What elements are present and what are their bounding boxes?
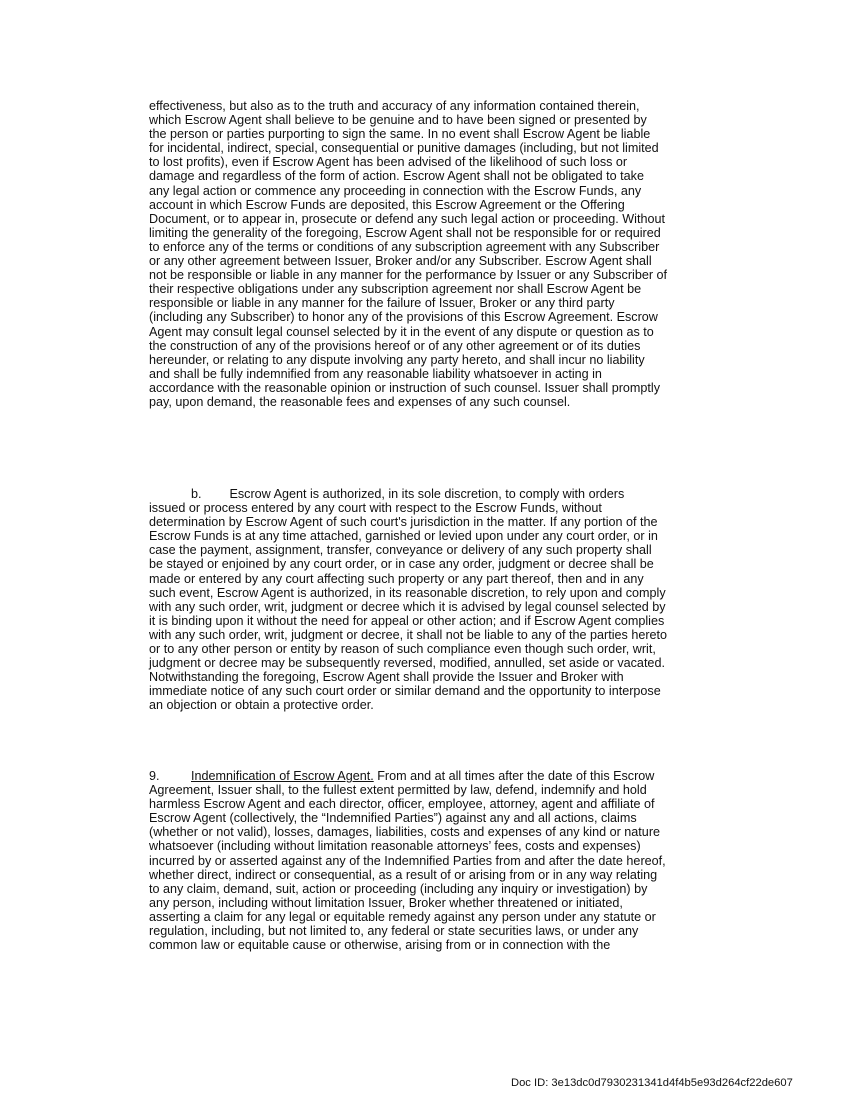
section-9-body: From and at all times after the date of this Escrow Agreement, Issuer shall, to the fullest extent permitted by law, defend, indemnify and hold harmless Escrow Agent and each director, officer, employee, attorney, agent and affiliate of Escrow Agent (collectively, the “Indemnified Parties”) against any and all actions, claims (whether or not valid), losses, damages, liabilities, costs and expenses of any kind or nature whatsoever (including without limitation reasonable attorneys’ fees, costs and expenses) incurred by or asserted against any of the Indemnified Parties from and after the date hereof, whether direct, indirect or consequential, as a result of or arising from or in any way relating to any claim, demand, suit, action or proceeding (including any inquiry or investigation) by any person, including without limitation Issuer, Broker whether threatened or initiated, asserting a claim for any legal or equitable remedy against any person under any statute or regulation, including, but not limited to, any federal or state securities laws, or under any common law or equitable cause or otherwise, arising from or in connection with the xyxy=(149,769,666,953)
section-9-indemnification xyxy=(149,769,761,952)
paragraph-b-court-orders: b. Escrow Agent is authorized, in its sole discretion, to comply with orders issued or process entered by any court with respect to the Escrow Funds, without determination by Escrow Agent of such court's jurisdiction in the matter. If any portion of the Escrow Funds is at any time attached, garnished or levied upon under any court order, or in case the payment, assignment, transfer, conveyance or delivery of any such property shall be stayed or enjoined by any court order, or in case any order, judgment or decree shall be made or entered by any court affecting such property or any part thereof, then and in any such event, Escrow Agent is authorized, in its reasonable discretion, to rely upon and comply with any such order, writ, judgment or decree which it is advised by legal counsel selected by it is binding upon it without the need for appeal or other action; and if Escrow Agent complies with any such order, writ, judgment or decree, it shall not be liable to any of the parties hereto or to any other person or entity by reason of such compliance even though such order, writ, judgment or decree may be subsequently reversed, modified, annulled, set aside or vacated. Notwithstanding the foregoing, Escrow Agent shall provide the Issuer and Broker with immediate notice of any such court order or similar demand and the opportunity to interpose an objection or obtain a protective order. xyxy=(149,487,668,713)
doc-id-footer: Doc ID: 3e13dc0d7930231341d4f4b5e93d264cf22de607 xyxy=(511,1077,793,1089)
paragraph-limitation-of-liability: effectiveness, but also as to the truth and accuracy of any information contained therein, which Escrow Agent shall believe to be genuine and to have been signed or presented by the person or parties purporting to sign the same. In no event shall Escrow Agent be liable for incidental, indirect, special, consequential or punitive damages (including, but not limited to lost profits), even if Escrow Agent has been advised of the likelihood of such loss or damage and regardless of the form of action. Escrow Agent shall not be obligated to take any legal action or commence any proceeding in connection with the Escrow Funds, any account in which Escrow Funds are deposited, this Escrow Agreement or the Offering Document, or to appear in, prosecute or defend any such legal action or proceeding. Without limiting the generality of the foregoing, Escrow Agent shall not be responsible for or required to enforce any of the terms or conditions of any subscription agreement with any Subscriber or any other agreement between Issuer, Broker and/or any Subscriber. Escrow Agent shall not be responsible or liable in any manner for the performance by Issuer or any Subscriber of their respective obligations under any subscription agreement nor shall Escrow Agent be responsible or liable in any manner for the failure of Issuer, Broker or any third party (including any Subscriber) to honor any of the provisions of this Escrow Agreement. Escrow Agent may consult legal counsel selected by it in the event of any dispute or question as to the construction of any of the provisions hereof or of any other agreement or of its duties hereunder, or relating to any dispute involving any party hereto, and shall incur no liability and shall be fully indemnified from any reasonable liability whatsoever in acting in accordance with the reasonable opinion or instruction of such counsel. Issuer shall promptly pay, upon demand, the reasonable fees and expenses of any such counsel. xyxy=(149,99,668,409)
section-9-number: 9. xyxy=(149,769,191,783)
section-9-heading: Indemnification of Escrow Agent. xyxy=(191,769,374,783)
